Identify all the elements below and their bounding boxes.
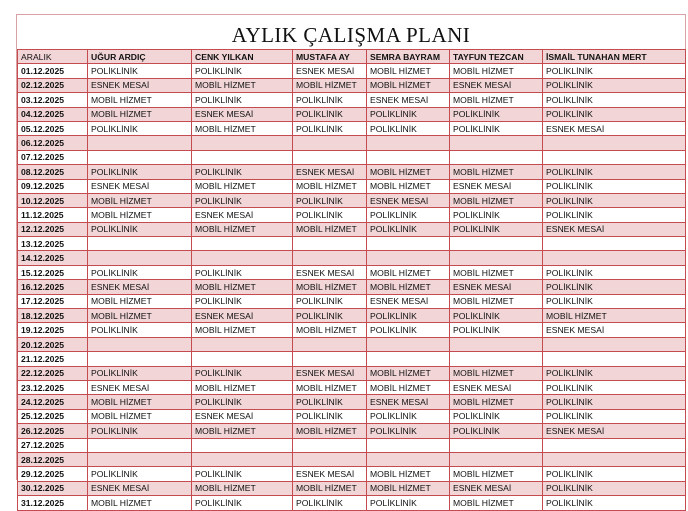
shift-cell: POLİKLİNİK [450, 222, 543, 236]
schedule-table [17, 49, 686, 511]
shift-cell: ESNEK MESAİ [293, 366, 367, 380]
date-cell: 30.12.2025 [18, 481, 88, 495]
shift-cell: POLİKLİNİK [293, 496, 367, 510]
date-cell: 15.12.2025 [18, 265, 88, 279]
shift-cell: POLİKLİNİK [88, 424, 192, 438]
shift-cell: POLİKLİNİK [367, 208, 450, 222]
shift-cell [293, 237, 367, 251]
shift-cell [192, 352, 293, 366]
shift-cell: POLİKLİNİK [293, 395, 367, 409]
table-row [18, 496, 686, 510]
shift-cell: MOBİL HİZMET [450, 467, 543, 481]
shift-cell [192, 251, 293, 265]
shift-cell: MOBİL HİZMET [543, 309, 686, 323]
table-row [18, 294, 686, 308]
table-row [18, 93, 686, 107]
shift-cell [450, 452, 543, 466]
shift-cell: POLİKLİNİK [192, 366, 293, 380]
shift-cell: POLİKLİNİK [543, 64, 686, 78]
date-cell: 13.12.2025 [18, 237, 88, 251]
table-row [18, 251, 686, 265]
shift-cell: POLİKLİNİK [293, 208, 367, 222]
shift-cell: MOBİL HİZMET [367, 467, 450, 481]
date-cell: 06.12.2025 [18, 136, 88, 150]
shift-cell: POLİKLİNİK [367, 424, 450, 438]
date-cell: 28.12.2025 [18, 452, 88, 466]
shift-cell: MOBİL HİZMET [192, 78, 293, 92]
shift-cell: ESNEK MESAİ [88, 179, 192, 193]
table-row [18, 452, 686, 466]
shift-cell: POLİKLİNİK [543, 294, 686, 308]
shift-cell [192, 438, 293, 452]
shift-cell: POLİKLİNİK [367, 323, 450, 337]
shift-cell [367, 337, 450, 351]
shift-cell [192, 150, 293, 164]
shift-cell: POLİKLİNİK [192, 395, 293, 409]
date-cell: 17.12.2025 [18, 294, 88, 308]
shift-cell: POLİKLİNİK [88, 467, 192, 481]
shift-cell: POLİKLİNİK [450, 107, 543, 121]
shift-cell: POLİKLİNİK [367, 222, 450, 236]
shift-cell: MOBİL HİZMET [88, 93, 192, 107]
shift-cell [450, 438, 543, 452]
shift-cell: MOBİL HİZMET [367, 78, 450, 92]
shift-cell: ESNEK MESAİ [293, 467, 367, 481]
date-cell: 04.12.2025 [18, 107, 88, 121]
table-row [18, 64, 686, 78]
shift-cell: MOBİL HİZMET [192, 380, 293, 394]
table-row [18, 208, 686, 222]
shift-cell: ESNEK MESAİ [367, 395, 450, 409]
date-cell: 02.12.2025 [18, 78, 88, 92]
date-cell: 05.12.2025 [18, 121, 88, 135]
shift-cell: POLİKLİNİK [88, 64, 192, 78]
shift-cell: ESNEK MESAİ [450, 179, 543, 193]
shift-cell [293, 337, 367, 351]
shift-cell: POLİKLİNİK [543, 208, 686, 222]
shift-cell: MOBİL HİZMET [367, 265, 450, 279]
shift-cell [367, 352, 450, 366]
shift-cell: ESNEK MESAİ [88, 78, 192, 92]
shift-cell: MOBİL HİZMET [192, 323, 293, 337]
shift-cell: MOBİL HİZMET [293, 380, 367, 394]
table-row [18, 352, 686, 366]
shift-cell: MOBİL HİZMET [450, 395, 543, 409]
header-tayfun-tezcan: TAYFUN TEZCAN [450, 50, 543, 64]
date-cell: 09.12.2025 [18, 179, 88, 193]
table-row [18, 309, 686, 323]
date-cell: 03.12.2025 [18, 93, 88, 107]
shift-cell: MOBİL HİZMET [88, 294, 192, 308]
shift-cell: ESNEK MESAİ [293, 165, 367, 179]
shift-cell: POLİKLİNİK [192, 165, 293, 179]
shift-cell: MOBİL HİZMET [450, 366, 543, 380]
shift-cell [450, 237, 543, 251]
shift-cell: MOBİL HİZMET [88, 395, 192, 409]
shift-cell: POLİKLİNİK [367, 121, 450, 135]
shift-cell: ESNEK MESAİ [88, 481, 192, 495]
shift-cell [88, 438, 192, 452]
shift-cell [192, 237, 293, 251]
shift-cell: POLİKLİNİK [192, 467, 293, 481]
shift-cell: ESNEK MESAİ [450, 280, 543, 294]
date-cell: 21.12.2025 [18, 352, 88, 366]
shift-cell: POLİKLİNİK [543, 93, 686, 107]
shift-cell: POLİKLİNİK [88, 121, 192, 135]
shift-cell [293, 251, 367, 265]
shift-cell [293, 352, 367, 366]
shift-cell [88, 136, 192, 150]
shift-cell [88, 237, 192, 251]
shift-cell [293, 452, 367, 466]
shift-cell: MOBİL HİZMET [367, 366, 450, 380]
shift-cell: POLİKLİNİK [543, 265, 686, 279]
date-cell: 01.12.2025 [18, 64, 88, 78]
shift-cell: ESNEK MESAİ [192, 208, 293, 222]
shift-cell: POLİKLİNİK [543, 179, 686, 193]
shift-cell: POLİKLİNİK [450, 121, 543, 135]
header-month: ARALIK [18, 50, 88, 64]
shift-cell: POLİKLİNİK [450, 424, 543, 438]
shift-cell: MOBİL HİZMET [367, 380, 450, 394]
shift-cell: POLİKLİNİK [192, 93, 293, 107]
shift-cell: ESNEK MESAİ [450, 380, 543, 394]
shift-cell [450, 251, 543, 265]
shift-cell [192, 452, 293, 466]
shift-cell: MOBİL HİZMET [367, 179, 450, 193]
shift-cell: ESNEK MESAİ [543, 323, 686, 337]
table-row [18, 438, 686, 452]
shift-cell [543, 251, 686, 265]
shift-cell: ESNEK MESAİ [543, 222, 686, 236]
header-row [18, 50, 686, 64]
shift-cell: MOBİL HİZMET [450, 93, 543, 107]
shift-cell: POLİKLİNİK [543, 107, 686, 121]
shift-cell [450, 136, 543, 150]
shift-cell: POLİKLİNİK [543, 481, 686, 495]
table-row [18, 222, 686, 236]
date-cell: 14.12.2025 [18, 251, 88, 265]
shift-cell: MOBİL HİZMET [450, 496, 543, 510]
shift-cell: MOBİL HİZMET [192, 280, 293, 294]
shift-cell [543, 237, 686, 251]
shift-cell: POLİKLİNİK [192, 64, 293, 78]
shift-cell: ESNEK MESAİ [367, 193, 450, 207]
shift-cell: MOBİL HİZMET [293, 323, 367, 337]
shift-cell: POLİKLİNİK [450, 323, 543, 337]
table-row [18, 323, 686, 337]
shift-cell [192, 136, 293, 150]
shift-cell: POLİKLİNİK [543, 78, 686, 92]
table-row [18, 150, 686, 164]
shift-cell: MOBİL HİZMET [192, 424, 293, 438]
shift-cell: MOBİL HİZMET [88, 309, 192, 323]
shift-cell: ESNEK MESAİ [293, 64, 367, 78]
shift-cell: ESNEK MESAİ [192, 107, 293, 121]
table-row [18, 121, 686, 135]
shift-cell: POLİKLİNİK [192, 265, 293, 279]
shift-cell: MOBİL HİZMET [293, 179, 367, 193]
shift-cell: MOBİL HİZMET [88, 409, 192, 423]
shift-cell [293, 438, 367, 452]
shift-cell: MOBİL HİZMET [450, 294, 543, 308]
shift-cell [88, 251, 192, 265]
shift-cell: POLİKLİNİK [88, 366, 192, 380]
shift-cell: MOBİL HİZMET [88, 496, 192, 510]
schedule-body [18, 64, 686, 510]
shift-cell: POLİKLİNİK [192, 294, 293, 308]
shift-cell: POLİKLİNİK [293, 107, 367, 121]
shift-cell: POLİKLİNİK [450, 409, 543, 423]
table-row [18, 424, 686, 438]
shift-cell [367, 251, 450, 265]
shift-cell [367, 452, 450, 466]
shift-cell: POLİKLİNİK [543, 193, 686, 207]
shift-cell: ESNEK MESAİ [88, 380, 192, 394]
table-row [18, 78, 686, 92]
shift-cell: MOBİL HİZMET [192, 121, 293, 135]
shift-cell: POLİKLİNİK [543, 395, 686, 409]
shift-cell: MOBİL HİZMET [450, 165, 543, 179]
header-ugur-ardic: UĞUR ARDIÇ [88, 50, 192, 64]
shift-cell: MOBİL HİZMET [192, 222, 293, 236]
date-cell: 29.12.2025 [18, 467, 88, 481]
shift-cell: ESNEK MESAİ [293, 265, 367, 279]
shift-cell: MOBİL HİZMET [367, 280, 450, 294]
table-row [18, 107, 686, 121]
shift-cell: ESNEK MESAİ [450, 481, 543, 495]
shift-cell: ESNEK MESAİ [543, 121, 686, 135]
shift-cell: MOBİL HİZMET [293, 280, 367, 294]
shift-cell: ESNEK MESAİ [192, 309, 293, 323]
shift-cell: POLİKLİNİK [293, 193, 367, 207]
date-cell: 25.12.2025 [18, 409, 88, 423]
shift-cell: ESNEK MESAİ [543, 424, 686, 438]
shift-cell [367, 136, 450, 150]
shift-cell: POLİKLİNİK [450, 208, 543, 222]
shift-cell [367, 438, 450, 452]
table-row [18, 193, 686, 207]
shift-cell: MOBİL HİZMET [293, 481, 367, 495]
date-cell: 07.12.2025 [18, 150, 88, 164]
shift-cell: POLİKLİNİK [192, 496, 293, 510]
table-row [18, 165, 686, 179]
shift-cell [543, 150, 686, 164]
shift-cell [450, 150, 543, 164]
header-mustafa-ay: MUSTAFA AY [293, 50, 367, 64]
shift-cell: POLİKLİNİK [192, 193, 293, 207]
shift-cell: MOBİL HİZMET [367, 165, 450, 179]
header-ismail-tunahan-mert: İSMAİL TUNAHAN MERT [543, 50, 686, 64]
shift-cell: POLİKLİNİK [367, 409, 450, 423]
header-cenk-yilkan: CENK YILKAN [192, 50, 293, 64]
table-row [18, 481, 686, 495]
date-cell: 12.12.2025 [18, 222, 88, 236]
shift-cell: POLİKLİNİK [543, 366, 686, 380]
shift-cell: POLİKLİNİK [543, 280, 686, 294]
shift-cell: MOBİL HİZMET [450, 193, 543, 207]
shift-cell: MOBİL HİZMET [293, 424, 367, 438]
shift-cell: MOBİL HİZMET [367, 481, 450, 495]
shift-cell: POLİKLİNİK [293, 121, 367, 135]
shift-cell: POLİKLİNİK [450, 309, 543, 323]
shift-cell: POLİKLİNİK [88, 265, 192, 279]
date-cell: 19.12.2025 [18, 323, 88, 337]
shift-cell: POLİKLİNİK [543, 380, 686, 394]
table-row [18, 237, 686, 251]
shift-cell: POLİKLİNİK [88, 222, 192, 236]
shift-cell: POLİKLİNİK [88, 165, 192, 179]
date-cell: 22.12.2025 [18, 366, 88, 380]
shift-cell [293, 150, 367, 164]
shift-cell [293, 136, 367, 150]
date-cell: 24.12.2025 [18, 395, 88, 409]
date-cell: 27.12.2025 [18, 438, 88, 452]
table-row [18, 136, 686, 150]
shift-cell: POLİKLİNİK [293, 309, 367, 323]
shift-cell: MOBİL HİZMET [367, 64, 450, 78]
table-row [18, 179, 686, 193]
shift-cell: POLİKLİNİK [367, 309, 450, 323]
shift-cell: POLİKLİNİK [88, 323, 192, 337]
table-row [18, 265, 686, 279]
date-cell: 11.12.2025 [18, 208, 88, 222]
shift-cell [543, 136, 686, 150]
shift-cell [88, 150, 192, 164]
date-cell: 23.12.2025 [18, 380, 88, 394]
shift-cell [450, 337, 543, 351]
shift-cell: POLİKLİNİK [367, 107, 450, 121]
table-row [18, 280, 686, 294]
date-cell: 16.12.2025 [18, 280, 88, 294]
shift-cell [367, 237, 450, 251]
page-title: AYLIK ÇALIŞMA PLANI [231, 23, 471, 47]
shift-cell: MOBİL HİZMET [88, 208, 192, 222]
table-row [18, 380, 686, 394]
shift-cell [88, 352, 192, 366]
schedule-sheet [16, 14, 686, 508]
shift-cell [543, 452, 686, 466]
date-cell: 08.12.2025 [18, 165, 88, 179]
table-row [18, 366, 686, 380]
header-semra-bayram: SEMRA BAYRAM [367, 50, 450, 64]
shift-cell [543, 438, 686, 452]
shift-cell: POLİKLİNİK [543, 409, 686, 423]
table-row [18, 395, 686, 409]
shift-cell: ESNEK MESAİ [367, 93, 450, 107]
shift-cell [192, 337, 293, 351]
shift-cell: ESNEK MESAİ [192, 409, 293, 423]
shift-cell: POLİKLİNİK [543, 467, 686, 481]
table-row [18, 409, 686, 423]
shift-cell [543, 352, 686, 366]
shift-cell: MOBİL HİZMET [450, 265, 543, 279]
shift-cell: MOBİL HİZMET [88, 107, 192, 121]
shift-cell [367, 150, 450, 164]
shift-cell: MOBİL HİZMET [192, 481, 293, 495]
date-cell: 26.12.2025 [18, 424, 88, 438]
shift-cell: ESNEK MESAİ [88, 280, 192, 294]
date-cell: 18.12.2025 [18, 309, 88, 323]
shift-cell: POLİKLİNİK [293, 409, 367, 423]
date-cell: 20.12.2025 [18, 337, 88, 351]
shift-cell: MOBİL HİZMET [293, 222, 367, 236]
shift-cell: POLİKLİNİK [543, 496, 686, 510]
shift-cell: POLİKLİNİK [543, 165, 686, 179]
shift-cell: MOBİL HİZMET [450, 64, 543, 78]
shift-cell: POLİKLİNİK [367, 496, 450, 510]
table-row [18, 337, 686, 351]
shift-cell: MOBİL HİZMET [192, 179, 293, 193]
shift-cell [88, 452, 192, 466]
shift-cell [450, 352, 543, 366]
date-cell: 10.12.2025 [18, 193, 88, 207]
shift-cell [88, 337, 192, 351]
shift-cell: MOBİL HİZMET [88, 193, 192, 207]
shift-cell [543, 337, 686, 351]
shift-cell: ESNEK MESAİ [450, 78, 543, 92]
date-cell: 31.12.2025 [18, 496, 88, 510]
shift-cell: POLİKLİNİK [293, 93, 367, 107]
shift-cell: POLİKLİNİK [293, 294, 367, 308]
shift-cell: ESNEK MESAİ [367, 294, 450, 308]
shift-cell: MOBİL HİZMET [293, 78, 367, 92]
table-row [18, 467, 686, 481]
